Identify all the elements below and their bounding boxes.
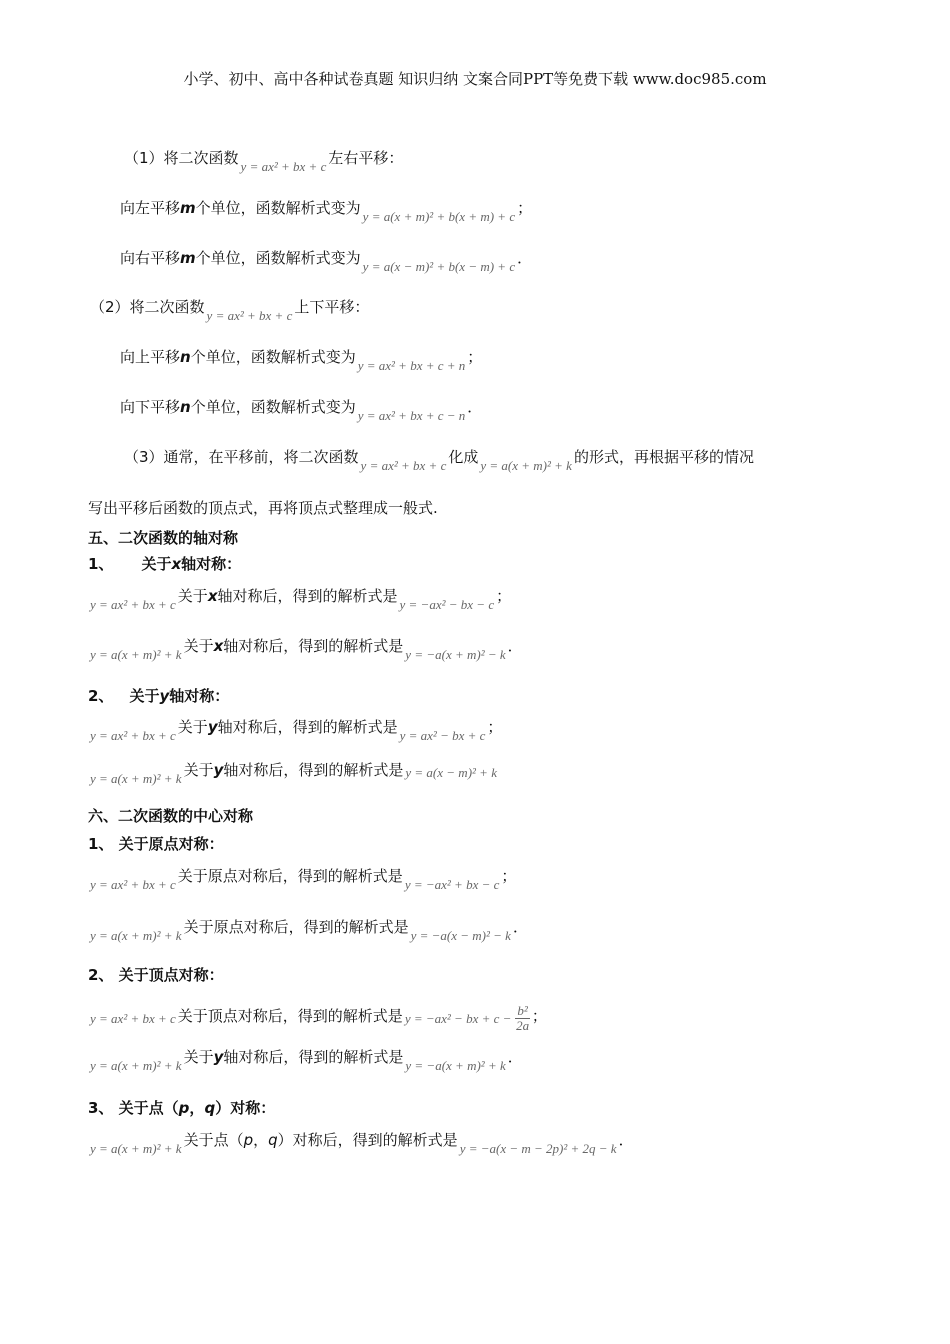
- sec5-h2: 2、 关于y轴对称：: [88, 687, 230, 705]
- page-header: 小学、初中、高中各种试卷真题 知识归纳 文案合同PPT等免费下载 www.doc985.com: [183, 70, 767, 88]
- sec6-h3: 3、 关于点（p，q）对称：: [88, 1099, 276, 1117]
- sec5-row1: y = ax² + bx + c 关于x轴对称后，得到的解析式是 y = −ax² − bx − c ；: [90, 587, 512, 612]
- sec6-row3: y = ax² + bx + c 关于顶点对称后，得到的解析式是 y = −ax² − bx + c − $\frac{\text{b²}}{2a}$ ；: [90, 1003, 547, 1033]
- sec5-h1: 1、 关于x轴对称：: [88, 555, 242, 573]
- s2-up-shift: 向上平移n个单位，函数解析式变为 y = ax² + bx + c + n ；: [120, 348, 483, 373]
- s3-line2: 写出平移后函数的顶点式，再将顶点式整理成一般式.: [88, 499, 438, 517]
- s2-intro: （2）将二次函数 y = ax² + bx + c 上下平移：: [90, 298, 370, 323]
- s1-intro: （1）将二次函数 y = ax² + bx + c 左右平移：: [124, 149, 404, 174]
- sec5-title: 五、二次函数的轴对称: [88, 529, 239, 547]
- s1-right-shift: 向右平移m个单位，函数解析式变为 y = a(x − m)² + b(x − m) + c ．: [120, 249, 533, 274]
- sec5-row3: y = ax² + bx + c 关于y轴对称后，得到的解析式是 y = ax² − bx + c ；: [90, 718, 503, 743]
- sec6-row5: y = a(x + m)² + k 关于点（p，q）对称后，得到的解析式是 y = −a(x − m − 2p)² + 2q − k ．: [90, 1131, 634, 1156]
- sec6-row4: y = a(x + m)² + k 关于y轴对称后，得到的解析式是 y = −a(x + m)² + k ．: [90, 1048, 523, 1073]
- sec5-row4: y = a(x + m)² + k 关于y轴对称后，得到的解析式是 y = a(x − m)² + k: [90, 761, 497, 786]
- sec6-h1: 1、 关于原点对称：: [88, 835, 224, 853]
- s3-line1: （3）通常，在平移前，将二次函数 y = ax² + bx + c 化成 y = a(x + m)² + k 的形式，再根据平移的情况: [124, 448, 754, 473]
- fraction-b2-over-2a: $\frac{\text{b²}}{2a}$: [516, 1003, 530, 1033]
- sec5-row2: y = a(x + m)² + k 关于x轴对称后，得到的解析式是 y = −a(x + m)² − k ．: [90, 637, 523, 662]
- s1-left-shift: 向左平移m个单位，函数解析式变为 y = a(x + m)² + b(x + m) + c ；: [120, 199, 533, 224]
- sec6-row1: y = ax² + bx + c 关于原点对称后，得到的解析式是 y = −ax² + bx − c ；: [90, 867, 517, 892]
- sec6-row2: y = a(x + m)² + k 关于原点对称后，得到的解析式是 y = −a(x − m)² − k ．: [90, 918, 528, 943]
- sec6-h2: 2、 关于顶点对称：: [88, 966, 224, 984]
- sec6-title: 六、二次函数的中心对称: [88, 807, 254, 825]
- s2-down-shift: 向下平移n个单位，函数解析式变为 y = ax² + bx + c − n ．: [120, 398, 483, 423]
